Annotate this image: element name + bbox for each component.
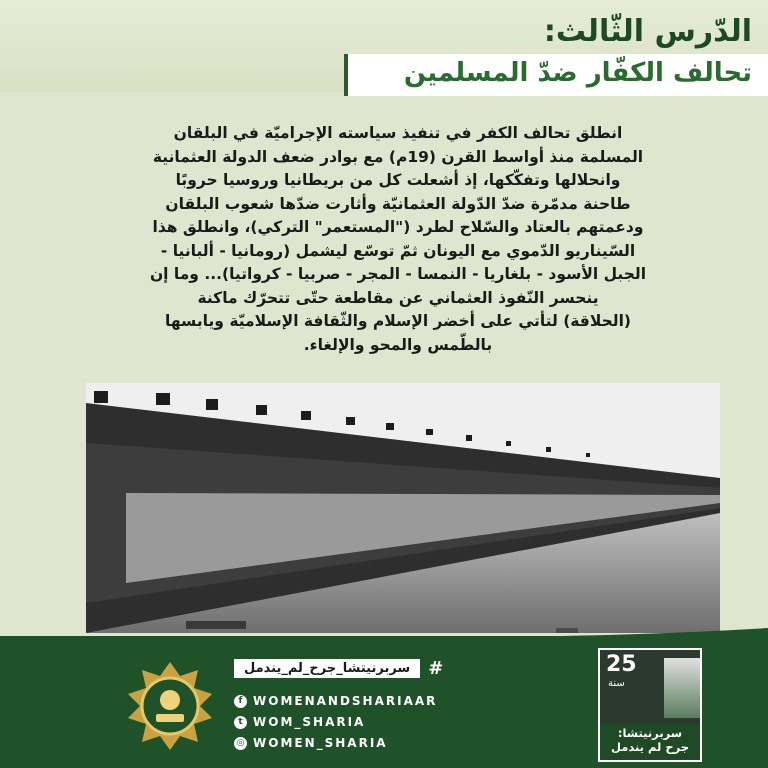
paragraph-line: المسلمة منذ أواسط القرن (19م) مع بوادر ضعف الدولة العثمانية (152, 147, 644, 166)
badge-caption-line: جرح لم يندمل (610, 740, 690, 754)
paragraph-line: ودعمتهم بالعتاد والسّلاح لطرد ("المستعمر" التركي)، وانطلق هذا (152, 218, 644, 236)
instagram-handle: WOMEN_SHARIA (253, 736, 388, 750)
historical-soldiers-photo (86, 383, 720, 633)
lesson-title (348, 10, 768, 90)
flag-graphic (664, 658, 700, 718)
badge-caption (600, 726, 700, 754)
twitter-handle: WOM_SHARIA (253, 715, 366, 729)
social-link-twitter[interactable] (234, 713, 365, 731)
hashtag-row (234, 658, 443, 678)
hashtag-symbol: # (428, 657, 444, 679)
paragraph-line: ينحسر النّفوذ العثماني عن مقاطعة حتّى تتحرّك ماكنة (197, 288, 599, 307)
social-link-instagram[interactable] (234, 734, 388, 752)
hashtag-label: سربرنيتشا_جرح_لم_يندمل (234, 659, 420, 678)
badge-number: 25 (606, 652, 637, 677)
paragraph-line: بالطّمس والمحو والإلغاء. (303, 335, 493, 354)
instagram-icon: ◎ (234, 737, 247, 750)
paragraph-line: السّيناريو الدّموي مع اليونان ثمّ توسّع ليشمل (رومانيا - ألبانيا - (160, 241, 636, 260)
paragraph-line: انطلق تحالف الكفر في تنفيذ سياسته الإجراميّة في البلقان (173, 124, 623, 142)
badge-unit: سنة (608, 678, 625, 689)
badge-caption-line: سربرنيتشا: (617, 726, 683, 740)
soldiers-line-illustration (86, 383, 720, 633)
anniversary-badge (598, 648, 702, 762)
social-link-facebook[interactable] (234, 692, 437, 710)
twitter-icon: t (234, 716, 247, 729)
lesson-paragraph (80, 122, 716, 357)
lesson-number-heading: الدّرس الثّالث: (543, 14, 752, 49)
paragraph-line: (الحلاقة) لتأتي على أخضر الإسلام والثّقافة الإسلاميّة ويابسها (165, 312, 631, 330)
facebook-handle: WOMENANDSHARIAAR (253, 694, 438, 708)
paragraph-line: طاحنة مدمّرة ضدّ الدّولة العثمانيّة وأثارت ضدّها شعوب البلقان (165, 194, 631, 213)
lesson-topic-heading: تحالف الكفّار ضدّ المسلمين (403, 58, 752, 88)
facebook-icon: f (234, 695, 247, 708)
organization-logo-icon (124, 660, 216, 752)
paragraph-line: وانحلالها وتفكّكها، إذ أشعلت كل من بريطانيا وروسيا حروبًا (175, 171, 621, 189)
paragraph-line: الجبل الأسود - بلغاريا - النمسا - المجر - صربيا - كرواتيا)... وما إن (149, 265, 647, 283)
